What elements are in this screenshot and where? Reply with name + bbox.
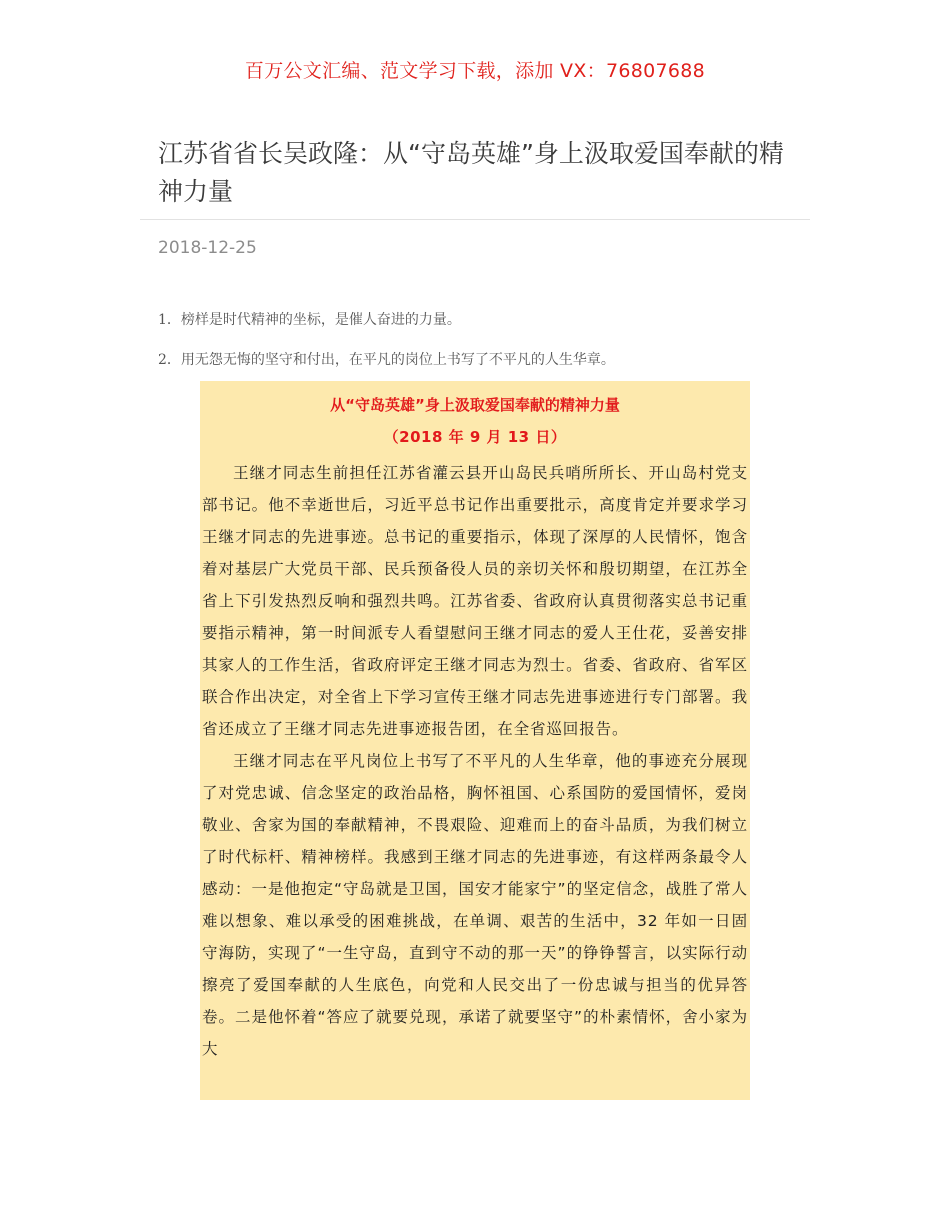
- key-point: 2．用无怨无悔的坚守和付出，在平凡的岗位上书写了不平凡的人生华章。: [158, 352, 615, 368]
- title-divider: [140, 219, 810, 220]
- body-paragraph: 王继才同志生前担任江苏省灌云县开山岛民兵哨所所长、开山岛村党支部书记。他不幸逝世后，习近平总书记作出重要批示，高度肯定并要求学习王继才同志的先进事迹。总书记的重要指示，体现了深厚的人民情怀，饱含着对基层广大党员干部、民兵预备役人员的亲切关怀和殷切期望，在江苏全省上下引发热烈反响和强烈共鸣。江苏省委、省政府认真贯彻落实总书记重要指示精神，第一时间派专人看望慰问王继才同志的爱人王仕花，妥善安排其家人的工作生活，省政府评定王继才同志为烈士。省委、省政府、省军区联合作出决定，对全省上下学习宣传王继才同志先进事迹进行专门部署。我省还成立了王继才同志先进事迹报告团，在全省巡回报告。: [202, 464, 748, 738]
- highlighted-article-box: [200, 381, 750, 1100]
- publish-date: 2018-12-25: [158, 238, 257, 258]
- article-title: 江苏省省长吴政隆：从“守岛英雄”身上汲取爱国奉献的精神力量: [158, 139, 784, 206]
- promo-banner: 百万公文汇编、范文学习下载，添加 VX：76807688: [244, 60, 706, 82]
- key-point: 1．榜样是时代精神的坐标，是催人奋进的力量。: [158, 312, 461, 328]
- key-points-list: [158, 310, 758, 390]
- box-subheading-date: （2018 年 9 月 13 日）: [383, 428, 567, 446]
- box-heading: 从“守岛英雄”身上汲取爱国奉献的精神力量: [330, 396, 620, 414]
- body-paragraph: 王继才同志在平凡岗位上书写了不平凡的人生华章，他的事迹充分展现了对党忠诚、信念坚定的政治品格，胸怀祖国、心系国防的爱国情怀，爱岗敬业、舍家为国的奉献精神，不畏艰险、迎难而上的奋斗品质，为我们树立了时代标杆、精神榜样。我感到王继才同志的先进事迹，有这样两条最令人感动：一是他抱定“守岛就是卫国，国安才能家宁”的坚定信念，战胜了常人难以想象、难以承受的困难挑战，在单调、艰苦的生活中，32 年如一日固守海防，实现了“一生守岛，直到守不动的那一天”的铮铮誓言，以实际行动擦亮了爱国奉献的人生底色，向党和人民交出了一份忠诚与担当的优异答卷。二是他怀着“答应了就要兑现，承诺了就要坚守”的朴素情怀，舍小家为大: [202, 752, 748, 1058]
